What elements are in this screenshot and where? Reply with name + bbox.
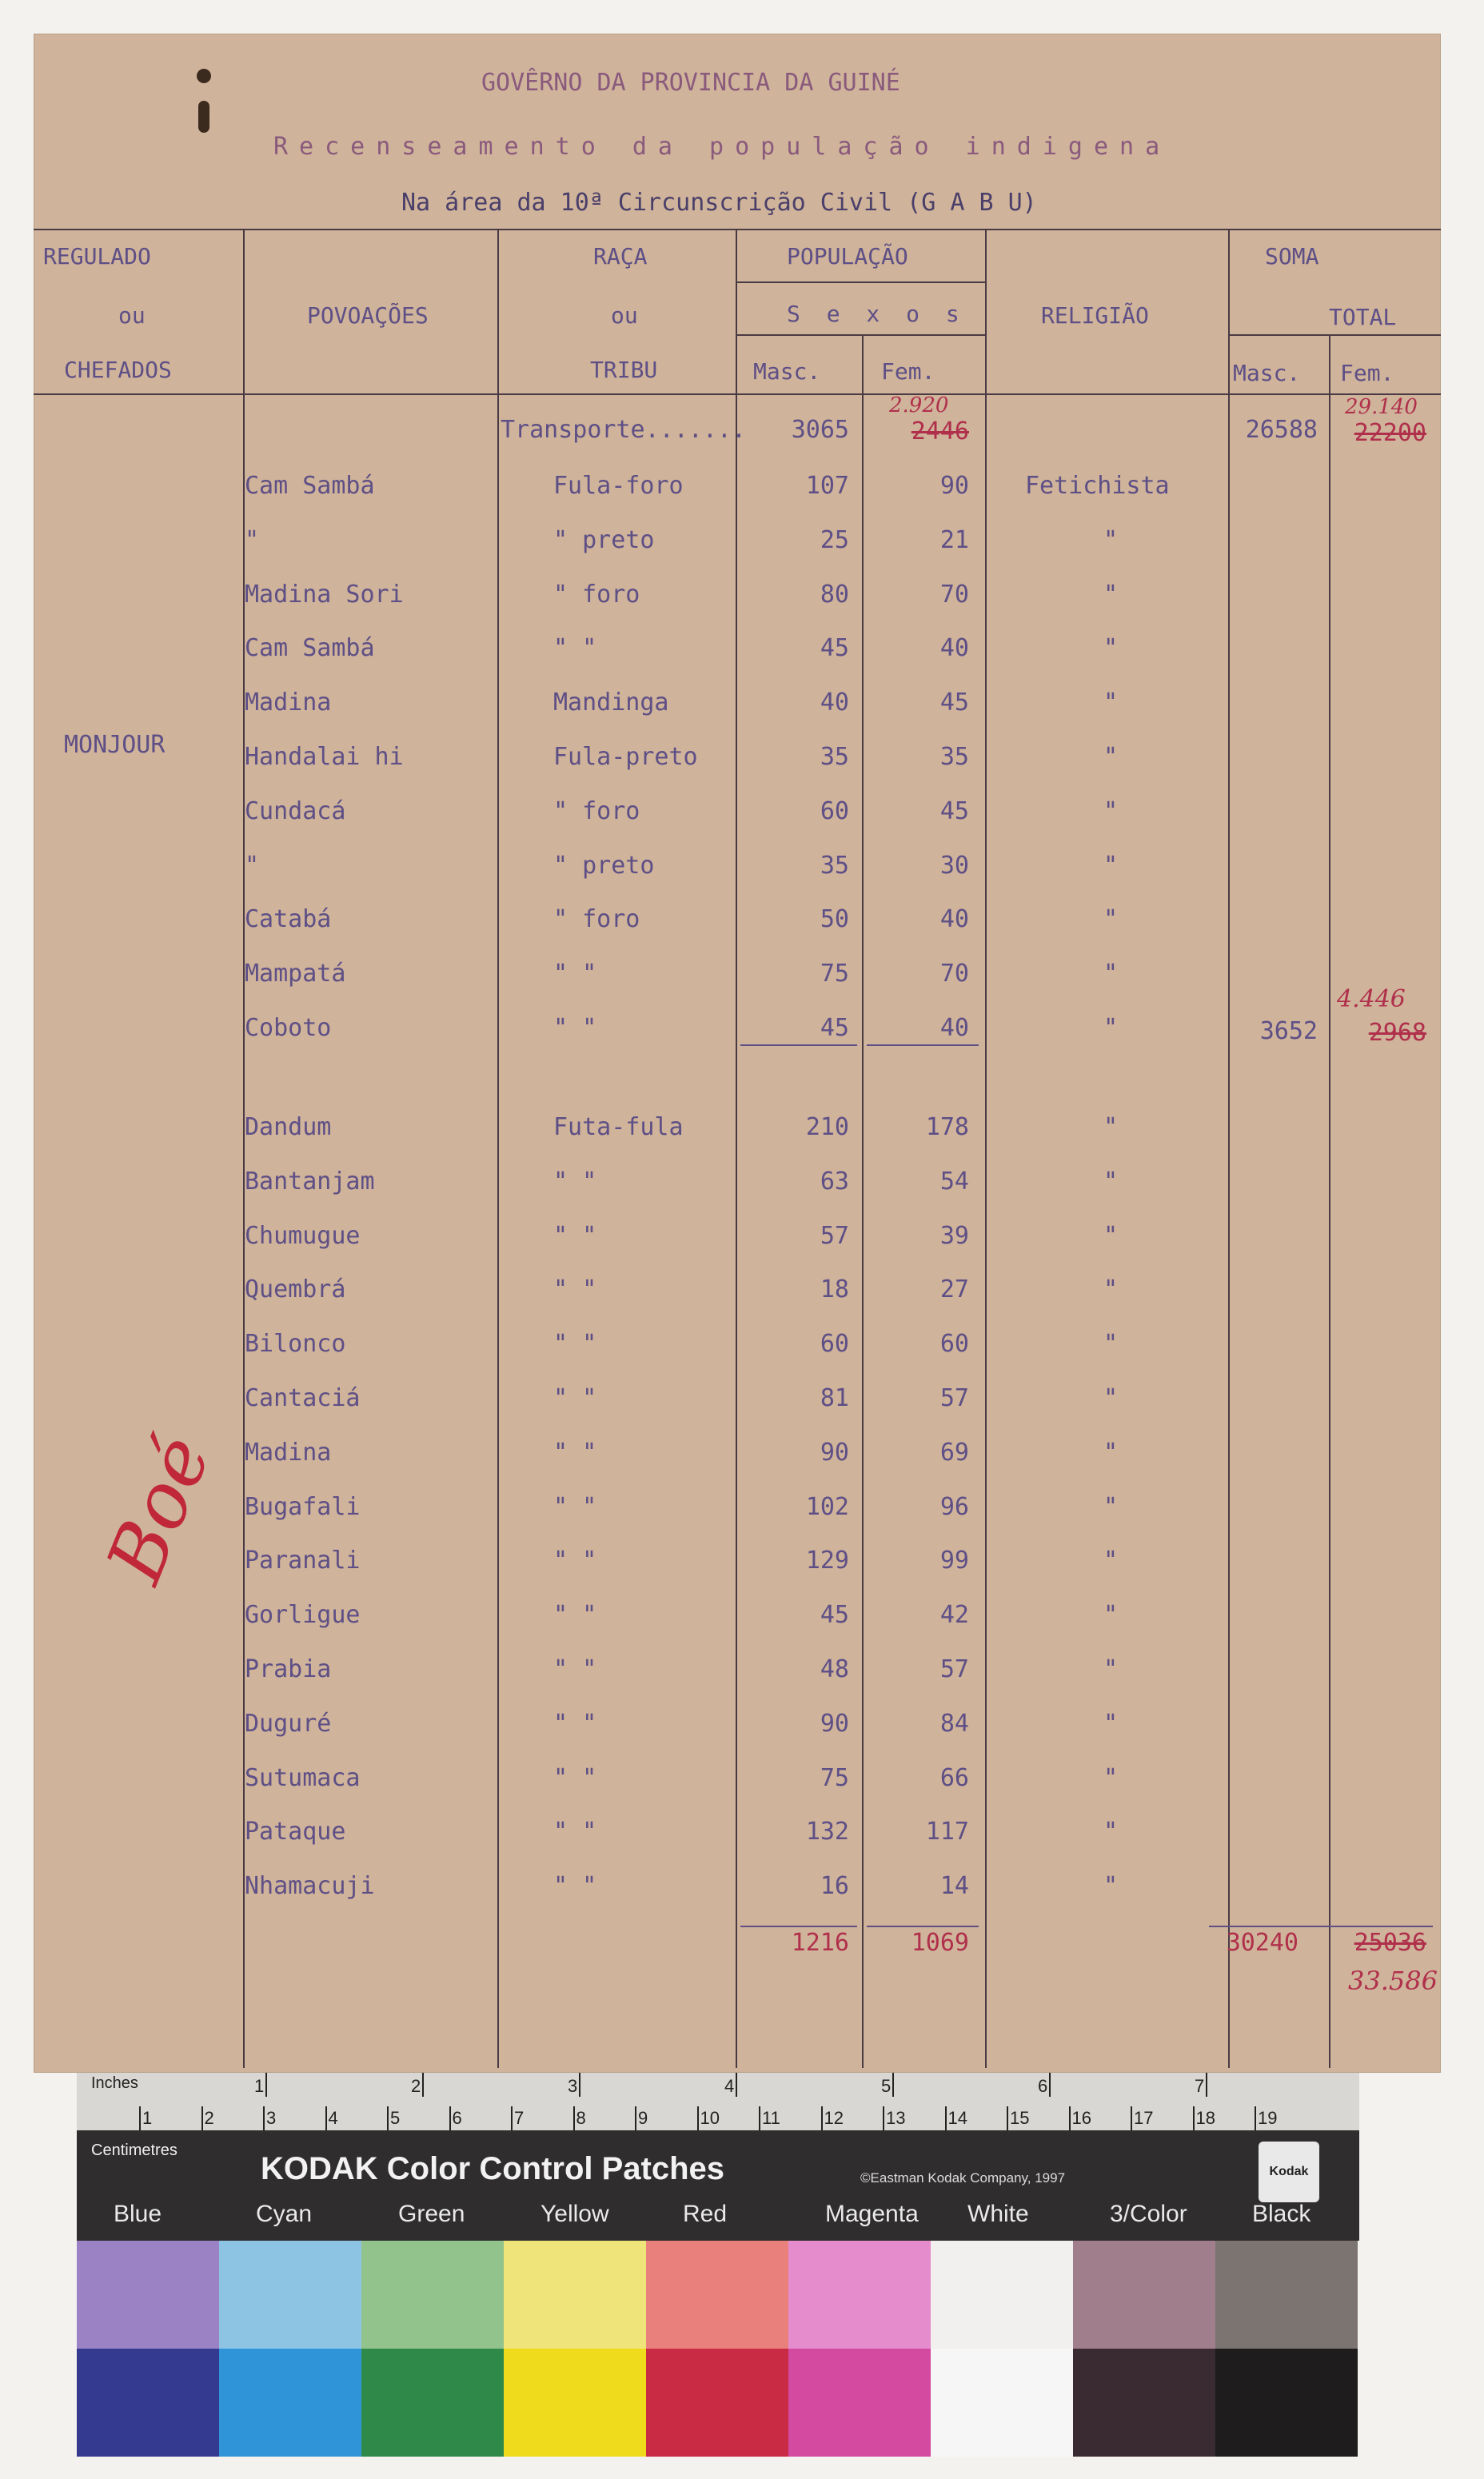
col-raca-ou: ou — [611, 302, 638, 329]
total-masc: 1216 — [791, 1929, 849, 1957]
inch-tick — [579, 2073, 580, 2097]
population-masc: 90 — [820, 1438, 849, 1467]
population-fem: 54 — [939, 1167, 969, 1196]
village-name: Pataque — [245, 1818, 346, 1846]
ruler-cm-label: Centimetres — [91, 2142, 178, 2159]
inch-tick — [736, 2073, 737, 2097]
col-ou: ou — [118, 302, 146, 329]
population-masc: 60 — [820, 1330, 849, 1359]
kodak-title: KODAK Color Control Patches — [261, 2151, 725, 2186]
transport-soma-fem-handwritten: 29.140 — [1345, 395, 1418, 419]
inch-tick-label: 5 — [881, 2076, 892, 2096]
col-masc: Masc. — [753, 358, 821, 385]
cm-tick-label: 11 — [762, 2108, 780, 2128]
race-tribe: " preto — [553, 525, 655, 554]
population-fem: 45 — [939, 796, 969, 825]
village-name: Chumugue — [245, 1221, 361, 1250]
population-fem: 99 — [939, 1547, 969, 1575]
village-name: Handalai hi — [245, 743, 404, 771]
cm-tick-label: 14 — [947, 2108, 967, 2128]
village-name: Quembrá — [245, 1275, 346, 1304]
census-sheet — [34, 34, 1441, 2073]
population-fem: 96 — [939, 1492, 969, 1521]
cm-tick — [1131, 2106, 1132, 2130]
transport-soma-fem-struck: 22200 — [1354, 419, 1426, 447]
race-tribe: Fula-foro — [553, 472, 684, 500]
kodak-ruler — [77, 2073, 1359, 2241]
religion: " — [1103, 1655, 1119, 1683]
religion: " — [1103, 1763, 1119, 1792]
religion: " — [1103, 1709, 1119, 1738]
cm-tick — [635, 2106, 636, 2130]
religion: " — [1103, 1872, 1119, 1901]
population-masc: 129 — [805, 1547, 849, 1575]
religion: " — [1103, 1014, 1119, 1042]
race-tribe: " " — [553, 1221, 597, 1250]
header-area: Na área da 10ª Circunscrição Civil (G A B U) — [401, 189, 1037, 217]
religion: " — [1103, 905, 1119, 934]
race-tribe: " " — [553, 960, 597, 988]
total-soma-fem-struck: 25036 — [1354, 1929, 1426, 1957]
population-masc: 75 — [820, 960, 849, 988]
population-masc: 102 — [805, 1492, 849, 1521]
population-fem: 42 — [939, 1601, 969, 1630]
cm-tick-label: 15 — [1010, 2108, 1030, 2128]
population-fem: 14 — [939, 1872, 969, 1901]
cm-tick-label: 13 — [886, 2108, 906, 2128]
ruler-inches-label: Inches — [91, 2074, 138, 2092]
color-patch — [219, 2349, 361, 2457]
religion: " — [1103, 689, 1119, 717]
village-name: Madina Sori — [245, 580, 404, 609]
population-masc: 210 — [805, 1113, 849, 1141]
kodak-logo: Kodak — [1259, 2142, 1319, 2202]
regulado-boe-handwritten: Boé — [90, 1423, 229, 1595]
race-tribe: " preto — [553, 851, 655, 880]
population-fem: 40 — [939, 905, 969, 934]
patch-label: Blue — [114, 2201, 162, 2227]
village-name: Bilonco — [245, 1330, 346, 1359]
inch-tick — [1049, 2073, 1051, 2097]
religion: " — [1103, 1275, 1119, 1304]
population-masc: 132 — [805, 1818, 849, 1846]
village-name: Nhamacuji — [245, 1872, 375, 1901]
population-fem: 40 — [939, 634, 969, 663]
ruler-scale — [77, 2073, 1359, 2130]
race-tribe: " " — [553, 1655, 597, 1683]
color-patch — [504, 2241, 646, 2349]
village-name: Madina — [245, 1438, 332, 1467]
inch-tick — [892, 2073, 894, 2097]
col-soma-fem: Fem. — [1340, 360, 1394, 386]
population-fem: 57 — [939, 1655, 969, 1683]
cm-tick-label: 17 — [1134, 2108, 1154, 2128]
population-masc: 25 — [820, 525, 849, 554]
religion: " — [1103, 1547, 1119, 1575]
color-patch — [646, 2349, 788, 2457]
cm-tick — [387, 2106, 389, 2130]
inch-tick — [422, 2073, 424, 2097]
cm-tick — [1193, 2106, 1195, 2130]
village-name: Coboto — [245, 1014, 332, 1042]
religion: " — [1103, 1221, 1119, 1250]
race-tribe: Fula-preto — [553, 743, 698, 771]
population-masc: 35 — [820, 851, 849, 880]
patch-label: Red — [683, 2201, 728, 2227]
transport-masc: 3065 — [791, 416, 849, 444]
cm-tick — [821, 2106, 823, 2130]
village-name: Duguré — [245, 1709, 332, 1738]
color-patch — [1215, 2241, 1358, 2349]
regulado-monjour: MONJOUR — [64, 731, 166, 759]
total-soma-fem-handwritten: 33.586 — [1348, 1966, 1438, 1996]
population-masc: 90 — [820, 1709, 849, 1738]
color-patch — [788, 2349, 931, 2457]
population-fem: 66 — [939, 1763, 969, 1792]
subtotal1-soma-fem-struck: 2968 — [1368, 1019, 1426, 1047]
population-fem: 21 — [939, 525, 969, 554]
village-name: " — [245, 525, 260, 554]
population-fem: 178 — [925, 1113, 969, 1141]
population-masc: 18 — [820, 1275, 849, 1304]
population-masc: 40 — [820, 689, 849, 717]
color-patch — [77, 2349, 219, 2457]
subtotal1-soma-masc: 3652 — [1259, 1017, 1318, 1045]
religion: " — [1103, 1330, 1119, 1359]
population-fem: 39 — [939, 1221, 969, 1250]
population-masc: 107 — [805, 472, 849, 500]
cm-tick-label: 3 — [266, 2108, 277, 2128]
population-fem: 57 — [939, 1384, 969, 1412]
village-name: Cundacá — [245, 796, 346, 825]
cm-tick-label: 1 — [142, 2108, 153, 2128]
race-tribe: " " — [553, 1818, 597, 1846]
population-masc: 57 — [820, 1221, 849, 1250]
religion: " — [1103, 743, 1119, 771]
patch-label: Cyan — [256, 2201, 313, 2227]
color-patch — [504, 2349, 646, 2457]
cm-tick — [1255, 2106, 1256, 2130]
cm-tick — [1069, 2106, 1071, 2130]
transport-label: Transporte....... — [501, 416, 747, 444]
punch-hole-mark — [197, 69, 211, 83]
transport-fem-struck: 2446 — [911, 417, 969, 445]
population-fem: 40 — [939, 1014, 969, 1042]
religion: " — [1103, 796, 1119, 825]
cm-tick — [759, 2106, 760, 2130]
race-tribe: " " — [553, 1014, 597, 1042]
col-chefados: CHEFADOS — [64, 357, 172, 383]
color-patch — [361, 2349, 504, 2457]
race-tribe: " foro — [553, 580, 640, 609]
population-fem: 27 — [939, 1275, 969, 1304]
kodak-color-target — [77, 2073, 1359, 2457]
population-masc: 80 — [820, 580, 849, 609]
cm-tick-label: 9 — [638, 2108, 648, 2128]
religion: " — [1103, 580, 1119, 609]
race-tribe: " " — [553, 1330, 597, 1359]
patch-label: Magenta — [825, 2201, 919, 2227]
cm-tick-label: 16 — [1071, 2108, 1091, 2128]
cm-tick-label: 2 — [204, 2108, 214, 2128]
race-tribe: " " — [553, 1438, 597, 1467]
race-tribe: " " — [553, 1709, 597, 1738]
race-tribe: " " — [553, 634, 597, 663]
village-name: Catabá — [245, 905, 332, 934]
patch-label: Yellow — [541, 2201, 609, 2227]
cm-tick — [263, 2106, 265, 2130]
color-patch — [1073, 2241, 1215, 2349]
population-fem: 30 — [939, 851, 969, 880]
cm-tick-label: 10 — [700, 2108, 720, 2128]
patch-label: Black — [1252, 2201, 1311, 2227]
population-masc: 63 — [820, 1167, 849, 1196]
village-name: Dandum — [245, 1113, 332, 1141]
col-soma: SOMA — [1265, 243, 1319, 269]
inch-tick-label: 2 — [411, 2076, 421, 2096]
religion: " — [1103, 960, 1119, 988]
population-fem: 70 — [939, 580, 969, 609]
color-patch — [219, 2241, 361, 2349]
transport-soma-masc: 26588 — [1245, 416, 1318, 444]
inch-tick — [265, 2073, 267, 2097]
cm-tick — [697, 2106, 699, 2130]
population-fem: 84 — [939, 1709, 969, 1738]
population-masc: 60 — [820, 796, 849, 825]
color-patch — [77, 2241, 219, 2349]
race-tribe: " " — [553, 1384, 597, 1412]
color-patch — [788, 2241, 931, 2349]
header-government: GOVÊRNO DA PROVINCIA DA GUINÉ — [481, 69, 900, 97]
population-fem: 69 — [939, 1438, 969, 1467]
village-name: Cam Sambá — [245, 634, 375, 663]
cm-tick — [883, 2106, 884, 2130]
cm-tick-label: 4 — [328, 2108, 338, 2128]
punch-hole-mark — [198, 101, 209, 133]
race-tribe: " " — [553, 1492, 597, 1521]
cm-tick — [573, 2106, 575, 2130]
village-name: Cantaciá — [245, 1384, 361, 1412]
population-fem: 35 — [939, 743, 969, 771]
religion: " — [1103, 1601, 1119, 1630]
religion: " — [1103, 1492, 1119, 1521]
population-fem: 45 — [939, 689, 969, 717]
village-name: Gorligue — [245, 1601, 361, 1630]
header-census-title: Recenseamento da população indigena — [273, 133, 1171, 161]
inch-tick-label: 3 — [568, 2076, 578, 2096]
inch-tick-label: 4 — [724, 2076, 735, 2096]
kodak-copyright: ©Eastman Kodak Company, 1997 — [860, 2170, 1066, 2186]
subtotal1-soma-fem-handwritten: 4.446 — [1337, 985, 1406, 1013]
color-patch — [1215, 2349, 1358, 2457]
cm-tick-label: 5 — [390, 2108, 401, 2128]
inch-tick-label: 1 — [254, 2076, 265, 2096]
population-masc: 48 — [820, 1655, 849, 1683]
population-fem: 90 — [939, 472, 969, 500]
color-patch — [646, 2241, 788, 2349]
col-povoacoes: POVOAÇÕES — [307, 302, 429, 329]
race-tribe: " " — [553, 1547, 597, 1575]
population-masc: 35 — [820, 743, 849, 771]
cm-tick — [511, 2106, 513, 2130]
cm-tick — [201, 2106, 203, 2130]
col-religiao: RELIGIÃO — [1041, 302, 1149, 329]
religion: " — [1103, 851, 1119, 880]
population-masc: 50 — [820, 905, 849, 934]
cm-tick — [449, 2106, 451, 2130]
religion: " — [1103, 1167, 1119, 1196]
patch-label: 3/Color — [1110, 2201, 1187, 2227]
population-fem: 60 — [939, 1330, 969, 1359]
inch-tick-label: 7 — [1195, 2076, 1205, 2096]
population-masc: 81 — [820, 1384, 849, 1412]
village-name: Cam Sambá — [245, 472, 375, 500]
total-soma-masc: 30240 — [1226, 1929, 1298, 1957]
race-tribe: Mandinga — [553, 689, 669, 717]
religion: " — [1103, 1438, 1119, 1467]
village-name: Bugafali — [245, 1492, 361, 1521]
col-total: TOTAL — [1329, 304, 1397, 330]
cm-tick-label: 8 — [576, 2108, 586, 2128]
col-fem: Fem. — [881, 358, 935, 385]
col-sexos: S e x o s — [787, 301, 966, 327]
population-fem: 117 — [925, 1818, 969, 1846]
village-name: Prabia — [245, 1655, 332, 1683]
cm-tick-label: 7 — [514, 2108, 525, 2128]
village-name: Paranali — [245, 1547, 361, 1575]
patch-label: White — [967, 2201, 1029, 2227]
religion: " — [1103, 634, 1119, 663]
village-name: Madina — [245, 689, 332, 717]
color-patch — [931, 2241, 1073, 2349]
religion: " — [1103, 1384, 1119, 1412]
population-masc: 75 — [820, 1763, 849, 1792]
col-regulado: REGULADO — [43, 243, 151, 269]
religion: " — [1103, 1818, 1119, 1846]
population-masc: 16 — [820, 1872, 849, 1901]
race-tribe: " " — [553, 1601, 597, 1630]
cm-tick-label: 12 — [824, 2108, 844, 2128]
cm-tick — [325, 2106, 327, 2130]
population-masc: 45 — [820, 1601, 849, 1630]
cm-tick-label: 18 — [1195, 2108, 1215, 2128]
race-tribe: " foro — [553, 905, 640, 934]
race-tribe: Futa-fula — [553, 1113, 684, 1141]
col-raca: RAÇA — [593, 243, 648, 269]
religion: " — [1103, 525, 1119, 554]
race-tribe: " foro — [553, 796, 640, 825]
cm-tick-label: 6 — [452, 2108, 462, 2128]
race-tribe: " " — [553, 1167, 597, 1196]
cm-tick — [945, 2106, 947, 2130]
village-name: Bantanjam — [245, 1167, 375, 1196]
col-populacao: POPULAÇÃO — [787, 243, 908, 269]
total-fem: 1069 — [911, 1929, 969, 1957]
population-fem: 70 — [939, 960, 969, 988]
color-patch — [1073, 2349, 1215, 2457]
col-soma-masc: Masc. — [1233, 360, 1301, 386]
cm-tick-label: 19 — [1258, 2108, 1278, 2128]
race-tribe: " " — [553, 1763, 597, 1792]
patch-label: Green — [398, 2201, 465, 2227]
inch-tick — [1206, 2073, 1207, 2097]
color-patch — [361, 2241, 504, 2349]
col-tribu: TRIBU — [590, 357, 658, 383]
religion: " — [1103, 1113, 1119, 1141]
population-masc: 45 — [820, 634, 849, 663]
color-patch — [931, 2349, 1073, 2457]
cm-tick — [139, 2106, 141, 2130]
population-masc: 45 — [820, 1014, 849, 1042]
race-tribe: " " — [553, 1275, 597, 1304]
religion: Fetichista — [1025, 472, 1170, 500]
village-name: " — [245, 851, 260, 880]
village-name: Sutumaca — [245, 1763, 361, 1792]
village-name: Mampatá — [245, 960, 346, 988]
transport-fem-handwritten: 2.920 — [889, 393, 949, 417]
race-tribe: " " — [553, 1872, 597, 1901]
inch-tick-label: 6 — [1038, 2076, 1048, 2096]
cm-tick — [1007, 2106, 1008, 2130]
